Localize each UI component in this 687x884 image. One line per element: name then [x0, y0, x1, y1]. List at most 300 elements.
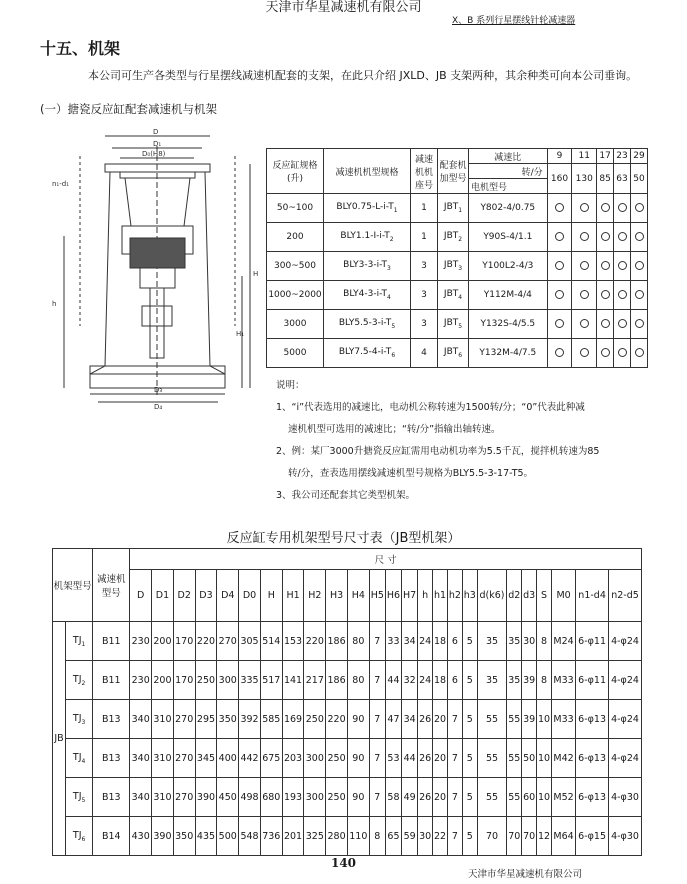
t1-ratio: 11: [572, 149, 597, 164]
t2-frame-sub: 2: [81, 679, 86, 687]
t1-option-circle-icon: [555, 203, 564, 212]
t2-frame-model: $TJ_3$: [66, 700, 93, 739]
t2-cell: 30: [418, 817, 433, 856]
t2-frame-model: $TJ_1$: [66, 622, 93, 661]
t2-cell: 30: [522, 622, 537, 661]
t2-frame-model: $TJ_2$: [66, 661, 93, 700]
t2-cell: 270: [217, 622, 239, 661]
t1-option-cell: [614, 252, 631, 281]
t2-col-header: D1: [152, 570, 174, 622]
t2-cell: 390: [195, 778, 217, 817]
t1-ratio: 17: [597, 149, 614, 164]
t2-cell: 193: [282, 778, 304, 817]
note-1a: 1、“i”代表选用的减速比，电动机公称转速为1500转/分；“0”代表此种减: [276, 402, 585, 413]
t1-row: [267, 223, 648, 252]
t2-cell: 340: [130, 739, 152, 778]
table2-title: 反应缸专用机架型号尺寸表（JB型机架）: [226, 531, 461, 546]
dim-label-h: h: [52, 300, 57, 308]
t2-cell: 35: [507, 661, 522, 700]
t2-row: [53, 700, 642, 739]
t2-cell: 44: [402, 739, 418, 778]
t2-cell: 6-φ11: [576, 661, 609, 700]
t2-cell: 270: [173, 778, 195, 817]
t1-frame-sub: 6: [458, 351, 463, 359]
t2-cell: 10: [537, 739, 552, 778]
t1-base: 3: [411, 281, 438, 310]
t2-cell: 153: [282, 622, 304, 661]
t1-reducer-sub: 1: [393, 206, 398, 214]
t1-option-cell: [597, 194, 614, 223]
t1-reducer-sub: 4: [387, 293, 391, 301]
t2-cell: 250: [326, 739, 348, 778]
dim-label-n1d1: n₁-d₁: [52, 180, 70, 188]
t2-cell: 430: [130, 817, 152, 856]
t2-col-header: d2: [507, 570, 522, 622]
dim-label-H1: H₁: [236, 330, 245, 338]
t2-cell: 90: [347, 739, 369, 778]
t2-cell: 4-φ30: [608, 817, 641, 856]
t2-cell: 5: [462, 700, 477, 739]
t1-option-cell: [614, 310, 631, 339]
t2-cell: 35: [477, 661, 507, 700]
t1-option-cell: [597, 281, 614, 310]
dim-label-D0: D₀(H8): [142, 150, 166, 158]
t2-cell: 230: [130, 661, 152, 700]
t1-option-circle-icon: [580, 348, 589, 357]
t1-option-cell: [572, 223, 597, 252]
t2-row: [53, 661, 642, 700]
t2-cell: 680: [260, 778, 282, 817]
section-intro: 本公司可生产各类型与行星摆线减速机配套的支架，在此只介绍 JXLD、JB 支架两种，其余种类可向本公司垂询。: [88, 69, 638, 82]
t1-speed: 130: [572, 164, 597, 194]
t2-frame-model: $TJ_5$: [66, 778, 93, 817]
t2-cell: 60: [522, 778, 537, 817]
t2-cell: 4-φ24: [608, 622, 641, 661]
t2-col-header: d3: [522, 570, 537, 622]
t2-col-header: H2: [304, 570, 326, 622]
t1-row: [267, 194, 648, 223]
t2-group: JB: [53, 622, 66, 856]
t2-cell: 736: [260, 817, 282, 856]
t2-cell: 10: [537, 778, 552, 817]
t2-col-header: H5: [369, 570, 385, 622]
t1-frame: $JBT_2$: [438, 223, 469, 252]
t2-cell: 65: [385, 817, 401, 856]
t1-motor: Y100L2-4/3: [469, 252, 548, 281]
t2-cell: 400: [217, 739, 239, 778]
t2-cell: M33: [551, 700, 575, 739]
t2-col-header: S: [537, 570, 552, 622]
t1-reducer: $BLY5.5-3-i-T_5$: [324, 310, 411, 339]
t2-cell: 90: [347, 700, 369, 739]
t2-cell: 350: [173, 817, 195, 856]
t2-cell: 450: [217, 778, 239, 817]
t1-option-cell: [597, 310, 614, 339]
t1-speed: 85: [597, 164, 614, 194]
t1-option-cell: [547, 252, 572, 281]
t2-cell: 59: [402, 817, 418, 856]
t2-cell: 47: [385, 700, 401, 739]
t1-option-circle-icon: [635, 203, 644, 212]
t2-cell: 7: [369, 622, 385, 661]
t2-col-header: H1: [282, 570, 304, 622]
t2-reducer-model: B11: [93, 661, 130, 700]
t2-col-header: D3: [195, 570, 217, 622]
t2-cell: 220: [304, 622, 326, 661]
t1-base: 3: [411, 310, 438, 339]
frame-drawing: [50, 126, 265, 411]
header-series: X、B 系列行星摆线针轮减速器: [452, 16, 576, 26]
reducer-selection-table: [266, 148, 648, 368]
t2-cell: 498: [239, 778, 261, 817]
dim-label-H: H: [253, 270, 259, 278]
t1-motor: Y132M-4/7.5: [469, 339, 548, 368]
t2-col-header: n2-d5: [608, 570, 641, 622]
t1-option-circle-icon: [580, 290, 589, 299]
t2-cell: 70: [522, 817, 537, 856]
t2-cell: 55: [477, 700, 507, 739]
t2-cell: 35: [477, 622, 507, 661]
t1-option-circle-icon: [635, 261, 644, 270]
t2-cell: 34: [402, 622, 418, 661]
t2-cell: 90: [347, 778, 369, 817]
t2-cell: 200: [152, 661, 174, 700]
t2-cell: 55: [477, 778, 507, 817]
t2-cell: 7: [447, 817, 462, 856]
t1-option-circle-icon: [601, 290, 610, 299]
t1-option-cell: [597, 223, 614, 252]
t2-cell: 345: [195, 739, 217, 778]
dim-label-D3: D₃: [154, 386, 163, 394]
t2-header-dim: 尺 寸: [130, 549, 642, 570]
t2-cell: 585: [260, 700, 282, 739]
t1-option-circle-icon: [635, 232, 644, 241]
t2-cell: 7: [369, 739, 385, 778]
t1-reducer: $BLY3-3-i-T_3$: [324, 252, 411, 281]
t1-base: 1: [411, 223, 438, 252]
t1-option-cell: [572, 281, 597, 310]
t2-cell: 230: [130, 622, 152, 661]
t1-option-circle-icon: [555, 261, 564, 270]
t2-cell: 10: [537, 700, 552, 739]
t2-cell: 300: [304, 739, 326, 778]
t2-frame-sub: 5: [81, 796, 86, 804]
t1-vessel: 1000~2000: [267, 281, 324, 310]
t2-cell: 186: [326, 661, 348, 700]
t1-reducer: $BLY1.1-I-i-T_2$: [324, 223, 411, 252]
t2-cell: 53: [385, 739, 401, 778]
t2-col-header: H3: [326, 570, 348, 622]
t2-cell: 305: [239, 622, 261, 661]
t2-cell: 217: [304, 661, 326, 700]
t2-col-header: h: [418, 570, 433, 622]
t1-ratio: 29: [631, 149, 648, 164]
t2-cell: 200: [152, 622, 174, 661]
t2-cell: 5: [462, 622, 477, 661]
t2-frame-model: $TJ_4$: [66, 739, 93, 778]
t2-cell: 514: [260, 622, 282, 661]
t2-cell: 7: [369, 700, 385, 739]
t2-cell: 310: [152, 778, 174, 817]
t2-cell: 310: [152, 739, 174, 778]
t2-cell: 201: [282, 817, 304, 856]
t1-option-circle-icon: [618, 319, 627, 328]
t1-option-cell: [631, 252, 648, 281]
t1-option-circle-icon: [618, 203, 627, 212]
t1-frame: $JBT_6$: [438, 339, 469, 368]
t2-col-header: D0: [239, 570, 261, 622]
t1-option-cell: [572, 339, 597, 368]
t2-cell: 6: [447, 661, 462, 700]
t1-speed: 160: [547, 164, 572, 194]
t2-col-header: d(k6): [477, 570, 507, 622]
dim-label-D1: D₁: [153, 140, 162, 148]
t2-cell: 80: [347, 661, 369, 700]
t1-option-cell: [614, 339, 631, 368]
t2-cell: 24: [418, 622, 433, 661]
t2-cell: 170: [173, 622, 195, 661]
t1-header-motor: 电机型号: [469, 179, 548, 194]
t2-cell: 390: [152, 817, 174, 856]
t2-cell: 24: [418, 661, 433, 700]
t2-col-header: h2: [447, 570, 462, 622]
t2-cell: 548: [239, 817, 261, 856]
t2-cell: 55: [507, 778, 522, 817]
t2-col-header: D4: [217, 570, 239, 622]
t2-cell: 270: [173, 739, 195, 778]
t2-cell: 39: [522, 700, 537, 739]
t1-option-cell: [631, 194, 648, 223]
t2-cell: 4-φ24: [608, 700, 641, 739]
t2-cell: 18: [433, 622, 448, 661]
t2-cell: 70: [477, 817, 507, 856]
t2-col-header: H6: [385, 570, 401, 622]
t1-frame-sub: 2: [458, 235, 463, 243]
t1-row: [267, 339, 648, 368]
t1-option-circle-icon: [601, 203, 610, 212]
t1-motor: Y802-4/0.75: [469, 194, 548, 223]
t2-cell: 70: [507, 817, 522, 856]
t1-base: 3: [411, 252, 438, 281]
t2-cell: 435: [195, 817, 217, 856]
section-title: 十五、机架: [40, 39, 121, 58]
t2-cell: 6: [447, 622, 462, 661]
t1-option-cell: [572, 310, 597, 339]
t2-cell: 55: [477, 739, 507, 778]
t1-option-cell: [547, 339, 572, 368]
subsection-title: (一）搪瓷反应缸配套减速机与机架: [40, 102, 217, 116]
t1-option-circle-icon: [555, 290, 564, 299]
t2-cell: 110: [347, 817, 369, 856]
t1-frame: $JBT_5$: [438, 310, 469, 339]
t1-option-cell: [631, 310, 648, 339]
t2-cell: 186: [326, 622, 348, 661]
t1-frame: $JBT_1$: [438, 194, 469, 223]
t2-cell: 442: [239, 739, 261, 778]
t1-reducer-sub: 6: [391, 351, 396, 359]
t1-base: 1: [411, 194, 438, 223]
t2-cell: 392: [239, 700, 261, 739]
t2-cell: 8: [537, 622, 552, 661]
t1-reducer-sub: 3: [387, 264, 391, 272]
t2-row: [53, 817, 642, 856]
t2-cell: 250: [326, 778, 348, 817]
t1-header-reducer: 减速机机型规格: [324, 149, 411, 194]
t2-cell: 80: [347, 622, 369, 661]
t1-frame-sub: 5: [458, 322, 463, 330]
t1-vessel: 5000: [267, 339, 324, 368]
t1-option-cell: [597, 252, 614, 281]
t2-cell: 44: [385, 661, 401, 700]
t2-col-header: D2: [173, 570, 195, 622]
t2-cell: 55: [507, 700, 522, 739]
note-1b: 速机机型可选用的减速比；“转/分”指输出轴转速。: [288, 424, 501, 435]
t2-cell: 6-φ15: [576, 817, 609, 856]
t2-frame-sub: 6: [81, 835, 86, 843]
t2-cell: 310: [152, 700, 174, 739]
dim-label-D: D: [153, 128, 159, 136]
t2-cell: 7: [369, 778, 385, 817]
t2-reducer-model: B11: [93, 622, 130, 661]
t2-cell: 33: [385, 622, 401, 661]
t2-col-header: D: [130, 570, 152, 622]
t1-ratio: 23: [614, 149, 631, 164]
t2-reducer-model: B13: [93, 700, 130, 739]
t2-col-header: h1: [433, 570, 448, 622]
t1-option-cell: [614, 194, 631, 223]
t1-option-cell: [614, 223, 631, 252]
t2-cell: 6-φ13: [576, 778, 609, 817]
t1-option-cell: [597, 339, 614, 368]
note-2a: 2、例：某厂3000升搪瓷反应缸需用电动机功率为5.5千瓦，搅拌机转速为85: [276, 446, 600, 457]
t1-motor: Y132S-4/5.5: [469, 310, 548, 339]
t2-cell: 5: [462, 661, 477, 700]
t1-option-circle-icon: [618, 232, 627, 241]
t1-option-circle-icon: [580, 203, 589, 212]
t2-cell: 169: [282, 700, 304, 739]
t1-reducer-sub: 5: [391, 322, 396, 330]
t1-option-circle-icon: [618, 290, 627, 299]
t1-option-circle-icon: [601, 232, 610, 241]
page-number: 140: [330, 856, 357, 870]
t2-cell: 350: [217, 700, 239, 739]
t1-option-circle-icon: [580, 319, 589, 328]
t1-option-circle-icon: [555, 319, 564, 328]
t2-frame-model: $TJ_6$: [66, 817, 93, 856]
t2-cell: 325: [304, 817, 326, 856]
t1-option-circle-icon: [601, 319, 610, 328]
t2-cell: 39: [522, 661, 537, 700]
t1-row: [267, 310, 648, 339]
t2-cell: 58: [385, 778, 401, 817]
t2-cell: 7: [447, 700, 462, 739]
t1-speed: 63: [614, 164, 631, 194]
t2-cell: 203: [282, 739, 304, 778]
t1-header-vessel: 反应缸规格(升): [267, 149, 324, 194]
t1-reducer: $BLY4-3-i-T_4$: [324, 281, 411, 310]
t1-frame-sub: 3: [458, 264, 463, 272]
t1-option-circle-icon: [635, 348, 644, 357]
t1-option-cell: [614, 281, 631, 310]
t1-option-circle-icon: [618, 261, 627, 270]
t2-col-header: H: [260, 570, 282, 622]
t2-col-header: h3: [462, 570, 477, 622]
t2-cell: 675: [260, 739, 282, 778]
t1-header-frame: 配套机加型号: [438, 149, 469, 194]
t2-cell: 32: [402, 661, 418, 700]
t1-option-cell: [547, 194, 572, 223]
t1-vessel: 50~100: [267, 194, 324, 223]
t2-cell: 6-φ13: [576, 739, 609, 778]
t2-cell: 5: [462, 739, 477, 778]
t1-vessel: 300~500: [267, 252, 324, 281]
t1-reducer-sub: 2: [389, 235, 394, 243]
t2-cell: 20: [433, 778, 448, 817]
dim-label-D4: D₄: [154, 403, 163, 411]
note-2b: 转/分，查表选用摆线减速机型号规格为BLY5.5-3-17-T5。: [288, 468, 534, 479]
t2-col-header: H4: [347, 570, 369, 622]
t2-cell: 8: [537, 661, 552, 700]
t1-option-cell: [572, 194, 597, 223]
t1-option-cell: [572, 252, 597, 281]
t2-cell: 220: [326, 700, 348, 739]
t2-cell: 250: [195, 661, 217, 700]
t1-option-circle-icon: [635, 319, 644, 328]
t1-frame-sub: 4: [458, 293, 463, 301]
t1-reducer: $BLY7.5-4-i-T_6$: [324, 339, 411, 368]
t2-cell: 250: [304, 700, 326, 739]
t1-speed: 50: [631, 164, 648, 194]
t2-cell: 340: [130, 778, 152, 817]
t1-option-circle-icon: [601, 261, 610, 270]
t2-cell: 7: [447, 778, 462, 817]
t2-frame-sub: 3: [81, 718, 86, 726]
t1-header-base: 减速机机座号: [411, 149, 438, 194]
t2-cell: 4-φ24: [608, 661, 641, 700]
t2-cell: 55: [507, 739, 522, 778]
t1-header-speed: 转/分: [469, 164, 548, 179]
t1-option-cell: [547, 281, 572, 310]
t2-frame-sub: 4: [81, 757, 86, 765]
t2-frame-sub: 1: [81, 640, 86, 648]
t1-ratio: 9: [547, 149, 572, 164]
t1-frame: $JBT_3$: [438, 252, 469, 281]
t2-cell: 220: [195, 622, 217, 661]
t2-cell: 300: [304, 778, 326, 817]
note-3: 3、我公司还配套其它类型机架。: [276, 490, 416, 501]
t2-cell: 5: [462, 778, 477, 817]
t2-cell: 34: [402, 700, 418, 739]
t1-header-ratio: 减速比: [469, 149, 548, 164]
t2-cell: 280: [326, 817, 348, 856]
t2-header-frame: 机架型号: [53, 549, 93, 622]
t1-option-circle-icon: [580, 232, 589, 241]
t2-cell: 295: [195, 700, 217, 739]
t2-cell: 20: [433, 700, 448, 739]
t2-cell: 335: [239, 661, 261, 700]
t2-cell: 35: [507, 622, 522, 661]
t1-option-circle-icon: [618, 348, 627, 357]
t1-option-circle-icon: [555, 348, 564, 357]
t2-col-header: H7: [402, 570, 418, 622]
t2-cell: 6-φ11: [576, 622, 609, 661]
t1-option-circle-icon: [601, 348, 610, 357]
t1-option-circle-icon: [580, 261, 589, 270]
t2-cell: 4-φ30: [608, 778, 641, 817]
footer-company: 天津市华星减速机有限公司: [468, 869, 583, 880]
t1-option-cell: [631, 339, 648, 368]
t2-reducer-model: B13: [93, 739, 130, 778]
